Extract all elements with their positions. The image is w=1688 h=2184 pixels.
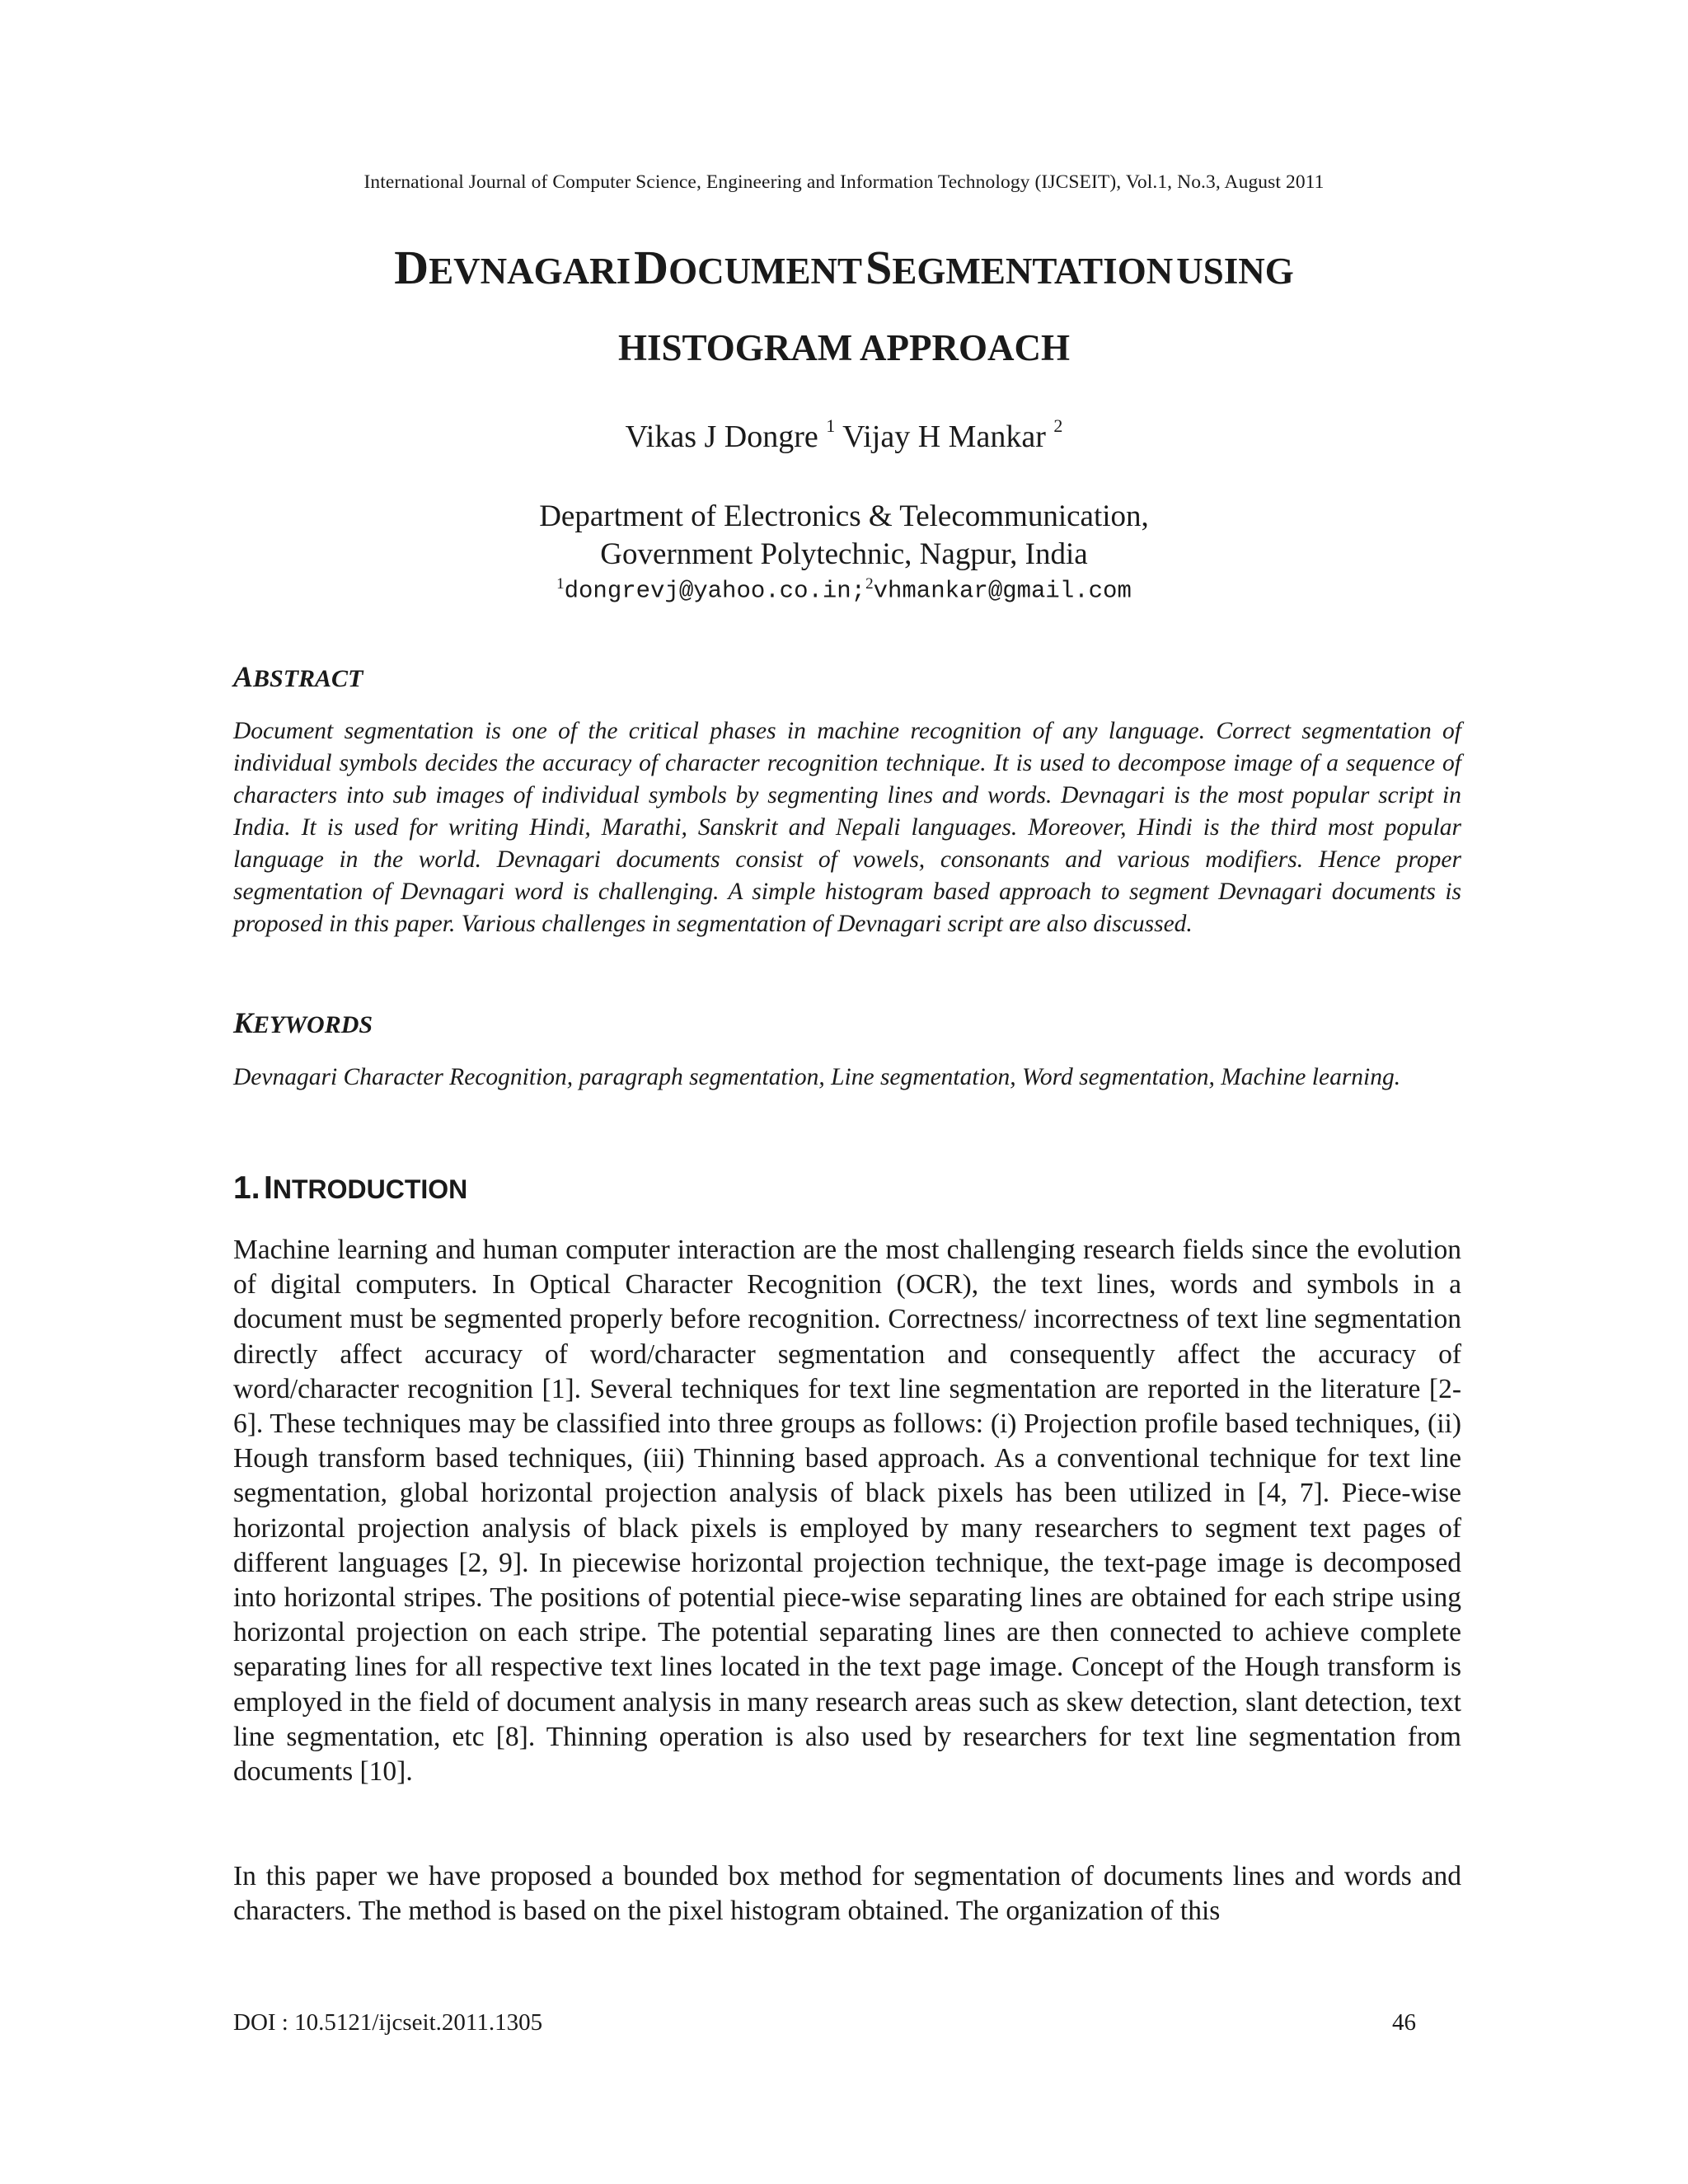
abstract-text: Document segmentation is one of the critical phases in machine recognition of any language. Correct segmentation of individual symbols decides the accuracy of character recognition technique. It is used to decompose image of a sequence of characters into sub images of individual symbols by segmenting lines and words. Devnagari is the most popular script in India. It is used for writing Hindi, Marathi, Sanskrit and Nepali languages. Moreover, Hindi is the third most popular language in the world. Devnagari documents consist of vowels, consonants and various modifiers. Hence proper segmentation of Devnagari word is challenging. A simple histogram based approach to segment Devnagari documents is proposed in this paper. Various challenges in segmentation of Devnagari script are also discussed.	[233, 718, 1461, 937]
introduction-paragraph-2: In this paper we have proposed a bounded box method for segmentation of documents lines and words and characters. The method is based on the pixel histogram obtained. The organization of this	[233, 1861, 1461, 1927]
running-header: International Journal of Computer Science, Engineering and Information Technology (IJCSEIT), Vol.1, No.3, August 2011	[363, 171, 1325, 193]
keywords-heading: KEYWORDS	[233, 1006, 373, 1039]
abstract-heading: ABSTRACT	[233, 660, 363, 693]
email-2-sup: 2	[865, 575, 874, 593]
author-1: Vikas J Dongre	[625, 419, 818, 454]
author-2-sup: 2	[1053, 415, 1063, 437]
title-word: DOCUMENT	[634, 241, 863, 294]
email-2: vhmankar@gmail.com	[873, 577, 1132, 605]
author-list	[0, 415, 1688, 455]
title-word: DEVNAGARI	[394, 241, 631, 294]
footer-doi: DOI : 10.5121/ijcseit.2011.1305	[233, 2009, 543, 2036]
footer-page-number: 46	[1392, 2009, 1416, 2036]
affiliation	[0, 498, 1688, 574]
introduction-paragraph-1: Machine learning and human computer interaction are the most challenging research fields since the evolution of digital computers. In Optical Character Recognition (OCR), the text lines, words and symbols in a document must be segmented properly before recognition. Correctness/ incorrectness of text line segmentation directly affect accuracy of word/character segmentation and consequently affect the accuracy of word/character recognition [1]. Several techniques for text line segmentation are reported in the literature [2-6]. These techniques may be classified into three groups as follows: (i) Projection profile based techniques, (ii) Hough transform based techniques, (iii) Thinning based approach. As a conventional technique for text line segmentation, global horizontal projection analysis of black pixels has been utilized in [4, 7]. Piece-wise horizontal projection analysis of black pixels is employed by many researchers to segment text pages of different languages [2, 9]. In piecewise horizontal projection technique, the text-page image is decomposed into horizontal stripes. The positions of potential piece-wise separating lines are obtained for each stripe using horizontal projection on each stripe. The potential separating lines are then connected to achieve complete separating lines for all respective text lines located in the text page image. Concept of the Hough transform is employed in the field of document analysis in many research areas such as skew detection, slant detection, text line segmentation, etc [8]. Thinning operation is also used by researchers for text line segmentation from documents [10].	[233, 1235, 1461, 1788]
paper-title	[0, 234, 1688, 382]
keywords-text: Devnagari Character Recognition, paragraph segmentation, Line segmentation, Word segmentation, Machine learning.	[233, 1064, 1401, 1090]
email-1: dongrevj@yahoo.co.in;	[564, 577, 866, 605]
author-1-sup: 1	[826, 415, 836, 437]
title-word: SEGMENTATION	[865, 241, 1174, 294]
author-emails	[0, 575, 1688, 605]
affiliation-line-2: Government Polytechnic, Nagpur, India	[600, 537, 1088, 571]
introduction-heading: 1. INTRODUCTION	[233, 1170, 468, 1206]
title-word: USING	[1176, 251, 1294, 292]
title-line-2: HISTOGRAM APPROACH	[618, 327, 1070, 368]
title-line-1	[0, 234, 1688, 314]
affiliation-line-1: Department of Electronics & Telecommunication,	[539, 499, 1149, 533]
email-1-sup: 1	[556, 575, 565, 593]
author-2: Vijay H Mankar	[842, 419, 1046, 454]
